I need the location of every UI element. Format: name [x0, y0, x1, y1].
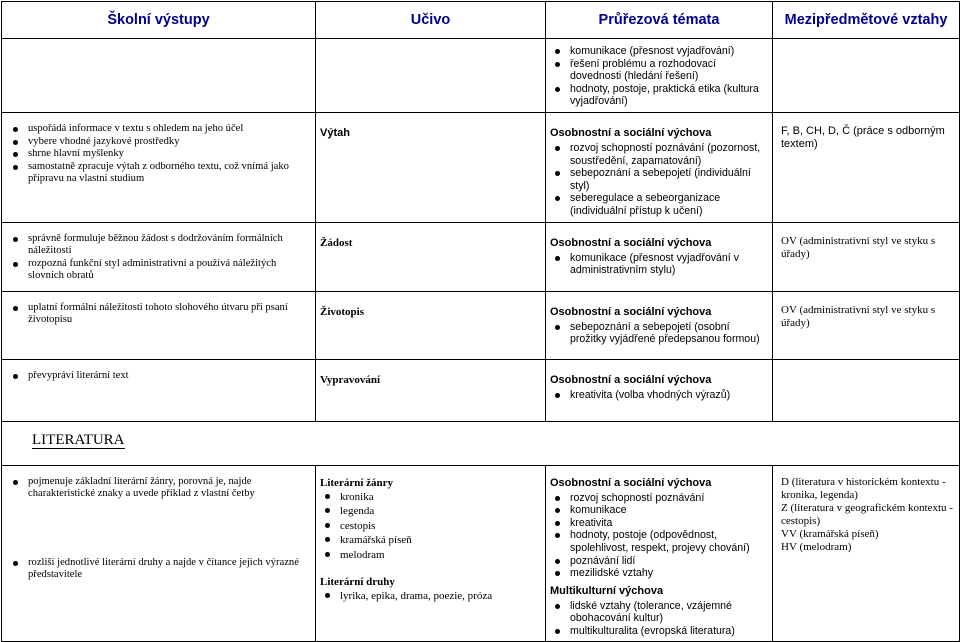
outputs-list	[8, 370, 311, 383]
relations-cell: OV (administrativní styl ve styku s úřady)	[773, 291, 960, 359]
subject-cell: Výtah	[316, 112, 546, 222]
subject-heading: Literární druhy	[320, 576, 395, 589]
theme-heading: Osobnostní a sociální výchova	[550, 476, 712, 489]
outputs-list	[8, 233, 311, 283]
outputs-list	[8, 476, 311, 501]
list-item: kreativita (volba vhodných výrazů)	[550, 389, 768, 402]
list-item: cestopis	[320, 519, 541, 534]
list-item: sebepoznání a sebepojetí (individuální styl)	[550, 167, 768, 192]
genre-list	[320, 490, 541, 563]
subject-cell: Životopis	[316, 291, 546, 359]
list-item: řešení problému a rozhodovací dovednosti (hledání řešení)	[550, 58, 768, 83]
list-item: melodram	[320, 548, 541, 563]
list-item: komunikace (přesnost vyjadřování v administrativním stylu)	[550, 252, 768, 277]
table-row	[2, 39, 960, 113]
table-row	[2, 222, 960, 291]
table-row	[2, 465, 960, 642]
relations-cell	[773, 465, 960, 642]
list-item: lyrika, epika, drama, poezie, próza	[320, 589, 541, 604]
list-item: uspořádá informace v textu s ohledem na jeho účel	[8, 123, 311, 136]
list-item: mezilidské vztahy	[550, 567, 768, 580]
list-item: uplatní formální náležitosti tohoto slohového útvaru při psaní životopisu	[8, 302, 311, 327]
topic-list	[550, 252, 768, 277]
literature-title: LITERATURA	[32, 431, 125, 448]
header-themes: Průřezová témata	[546, 2, 773, 39]
list-item: kronika	[320, 490, 541, 505]
kinds-list	[320, 589, 541, 604]
list-item: rozvoj schopností poznávání (pozornost, soustředění, zapamatování)	[550, 142, 768, 167]
list-item: kramářská píseň	[320, 533, 541, 548]
header-outputs: Školní výstupy	[2, 2, 316, 39]
list-item: hodnoty, postoje, praktická etika (kultura vyjadřování)	[550, 83, 768, 108]
list-item: správně formuluje běžnou žádost s dodržováním formálních náležitostí	[8, 233, 311, 258]
relations-cell: F, B, CH, D, Č (práce s odborným textem)	[773, 112, 960, 222]
theme-heading: Osobnostní a sociální výchova	[550, 236, 712, 249]
subject-cell: Žádost	[316, 222, 546, 291]
header-relations: Mezipředmětové vztahy	[773, 2, 960, 39]
curriculum-table	[1, 1, 960, 642]
topic-list	[550, 321, 768, 346]
list-item: lidské vztahy (tolerance, vzájemné obohacování kultur)	[550, 600, 768, 625]
outputs-list	[8, 557, 311, 582]
list-item: multikulturalita (evropská literatura)	[550, 625, 768, 638]
list-item: komunikace (přesnost vyjadřování)	[550, 45, 768, 58]
list-item: legenda	[320, 504, 541, 519]
table-row	[2, 291, 960, 359]
list-item: převypráví literární text	[8, 370, 311, 383]
theme-heading: Osobnostní a sociální výchova	[550, 305, 712, 318]
topic-list	[550, 45, 768, 108]
outputs-list	[8, 123, 311, 186]
subject-cell: Vypravování	[316, 359, 546, 421]
list-item: hodnoty, postoje (odpovědnost, spolehlivost, respekt, projevy chování)	[550, 529, 768, 554]
relations-cell: OV (administrativní styl ve styku s úřady)	[773, 222, 960, 291]
relation-item: Z (literatura v geografickém kontextu - cestopis)	[781, 501, 953, 527]
list-item: sebepoznání a sebepojetí (osobní prožitky vyjádřené předepsanou formou)	[550, 321, 768, 346]
list-item: vybere vhodné jazykové prostředky	[8, 136, 311, 149]
list-item: pojmenuje základní literární žánry, porovná je, najde charakteristické znaky a uvede příklad z vlastní četby	[8, 476, 311, 501]
subject-heading: Literární žánry	[320, 476, 394, 489]
relation-item: HV (melodram)	[781, 540, 852, 553]
table-row	[2, 359, 960, 421]
list-item: komunikace	[550, 504, 768, 517]
topic-list	[550, 142, 768, 218]
literature-row	[2, 421, 960, 465]
table-row	[2, 112, 960, 222]
topic-list	[550, 600, 768, 638]
list-item: poznávání lidí	[550, 555, 768, 568]
theme-heading: Multikulturní výchova	[550, 584, 664, 597]
outputs-list	[8, 302, 311, 327]
theme-heading: Osobnostní a sociální výchova	[550, 126, 712, 139]
list-item: shrne hlavní myšlenky	[8, 148, 311, 161]
list-item: rozpozná funkční styl administrativní a používá náležitých slovních obratů	[8, 258, 311, 283]
list-item: kreativita	[550, 517, 768, 530]
header-subject: Učivo	[316, 2, 546, 39]
list-item: seberegulace a sebeorganizace (individuální přístup k učení)	[550, 192, 768, 217]
topic-list	[550, 492, 768, 580]
list-item: rozvoj schopností poznávání	[550, 492, 768, 505]
relation-item: D (literatura v historickém kontextu - kronika, legenda)	[781, 475, 946, 501]
list-item: rozliší jednotlivé literární druhy a najde v čítance jejich výrazné představitele	[8, 557, 311, 582]
topic-list	[550, 389, 768, 402]
list-item: samostatně zpracuje výtah z odborného textu, což vnímá jako přípravu na vlastní studium	[8, 161, 311, 186]
theme-heading: Osobnostní a sociální výchova	[550, 373, 712, 386]
header-row	[2, 2, 960, 39]
relation-item: VV (kramářská píseň)	[781, 527, 879, 540]
